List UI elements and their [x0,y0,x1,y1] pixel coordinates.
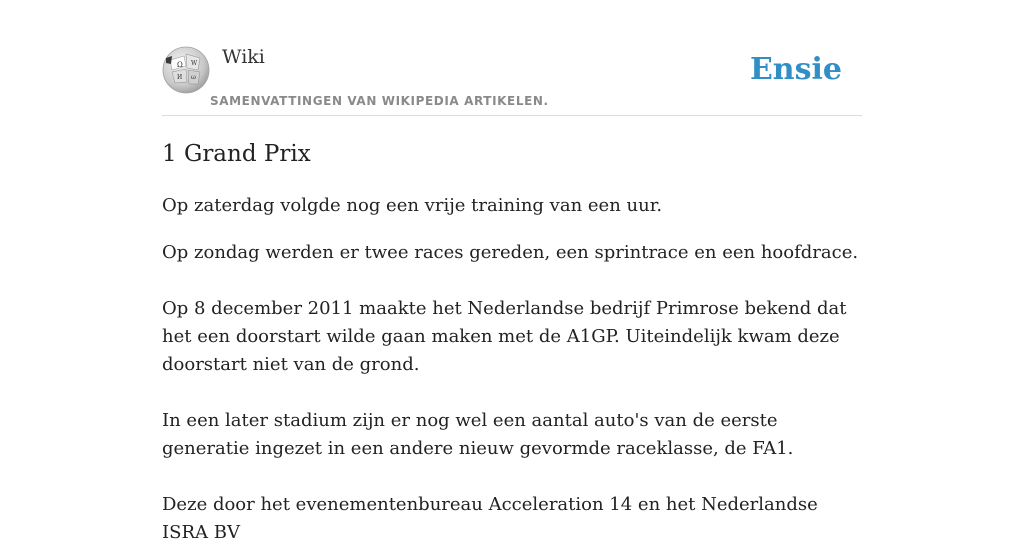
article-paragraph: In een later stadium zijn er nog wel een aantal auto's van de eerste generatie ingezet in een andere nieuw gevormde raceklasse, de FA1. [162,410,794,459]
site-header [162,44,862,116]
article-title: 1 Grand Prix [162,141,311,167]
svg-text:ω: ω [191,74,196,81]
article-paragraph: Op zondag werden er twee races gereden, een sprintrace en een hoofdrace. [162,242,859,263]
article-paragraph: Op zaterdag volgde nog een vrije training van een uur. [162,195,663,216]
article-paragraph: Op 8 december 2011 maakte het Nederlandse bedrijf Primrose bekend dat het een doorstart wilde gaan maken met de A1GP. Uiteindelijk kwam deze doorstart niet van de grond. [162,298,847,375]
article-paragraph: Deze door het evenementenbureau Acceleration 14 en het Nederlandse ISRA BV [162,494,818,543]
site-tagline: SAMENVATTINGEN VAN WIKIPEDIA ARTIKELEN. [210,94,549,108]
svg-text:Ω: Ω [177,61,183,69]
article [162,138,862,547]
brand-logo[interactable]: Ensie [749,52,842,87]
wikipedia-globe-icon[interactable] [162,46,210,94]
svg-text:W: W [191,60,198,67]
site-name[interactable]: Wiki [222,46,265,68]
svg-text:И: И [177,74,183,81]
